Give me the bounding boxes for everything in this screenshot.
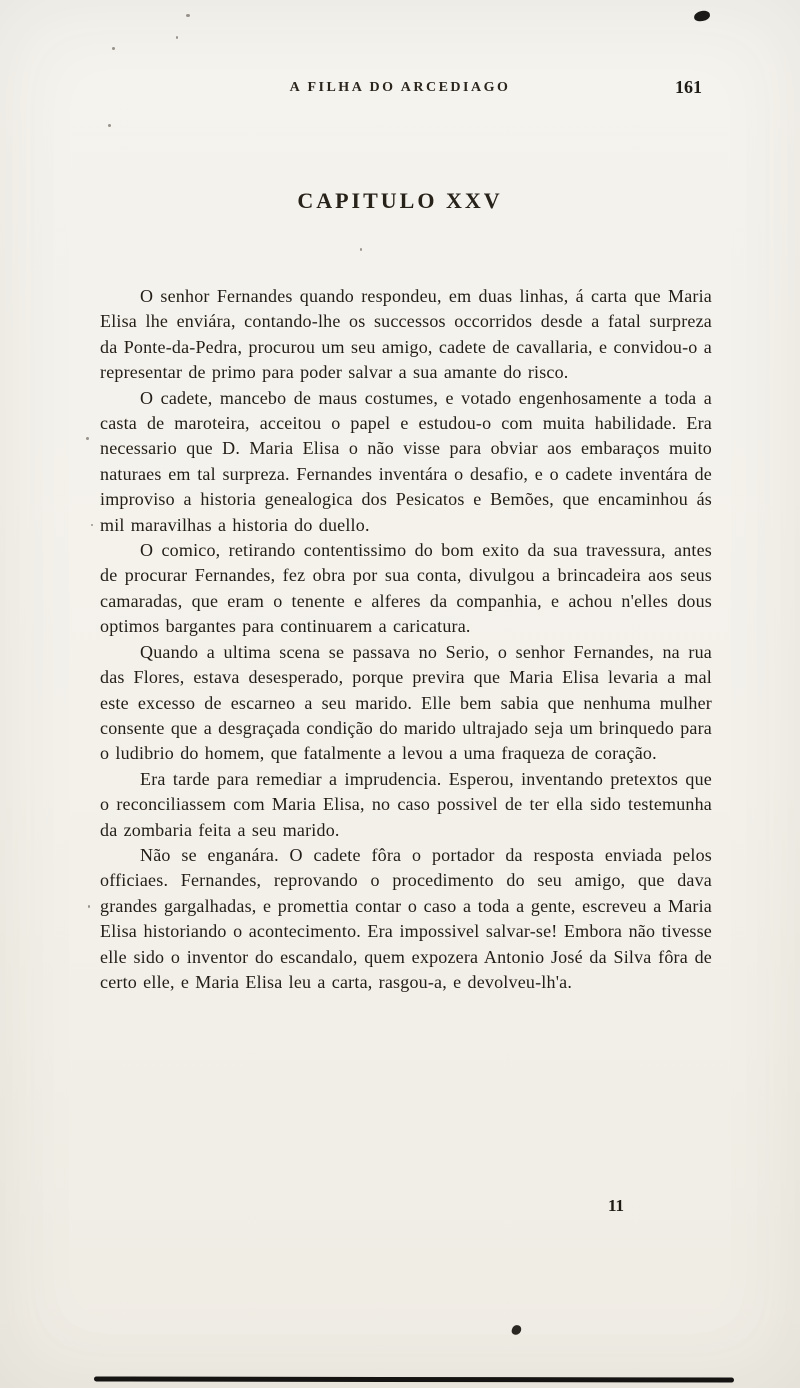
running-title: A FILHA DO ARCEDIAGO bbox=[289, 80, 511, 95]
paragraph-3: O comico, retirando contentissimo do bom exito da sua travessura, antes de procurar Fernandes, fez obra por sua conta, divulgou a brincadeira aos seus camaradas, que eram o tenente e alferes da companhia, e achou n'elles dous optimos bargantes para continuarem a caricatura. bbox=[100, 540, 712, 637]
ink-speck bbox=[186, 14, 190, 17]
paragraph-2: O cadete, mancebo de maus costumes, e votado engenhosamente a toda a casta de maroteira, acceitou o papel e estudou-o com muita habilidade. Era necessario que D. Maria Elisa o não visse para obviar aos embaraços muito naturaes em tal surpreza. Fernandes inventára o desafio, e o cadete inventára de improviso a historia genealogica dos Pesicatos e Bemões, que encaminhou ás mil maravilhas a historia do duello. bbox=[100, 387, 712, 535]
paragraph-6: Não se enganára. O cadete fôra o portador da resposta enviada pelos officiaes. Fernandes, reprovando o procedimento do seu amigo, que dava grandes gargalhadas, e promettia contar o caso a toda a gente, escreveu a Maria Elisa historiando o acontecimento. Era impossivel salvar-se! Embora não tivesse elle sido o inventor do escandalo, quem expozera Antonio José da Silva fôra de certo elle, e Maria Elisa leu a carta, rasgou-a, e devolveu-lh'a. bbox=[100, 844, 712, 992]
ink-speck bbox=[91, 524, 93, 526]
ink-speck bbox=[176, 36, 178, 39]
page-number: 161 bbox=[675, 77, 702, 97]
body-text bbox=[100, 284, 712, 995]
ink-blob-icon bbox=[693, 10, 710, 22]
paragraph-4: Quando a ultima scena se passava no Serio, o senhor Fernandes, na rua das Flores, estava desesperado, porque previra que Maria Elisa levaria a mal este excesso de escarneo a seu marido. Elle bem sabia que nenhuma mulher consente que a desgraçada condição do marido ultrajado seja um brinquedo para o ludibrio do homem, que fatalmente a levou a uma fraqueza de coração. bbox=[100, 641, 712, 764]
ink-speck bbox=[86, 437, 89, 440]
paragraph-5: Era tarde para remediar a imprudencia. Esperou, inventando pretextos que o reconciliassem com Maria Elisa, no caso possivel de ter ella sido testemunha da zombaria feita a seu marido. bbox=[100, 768, 712, 840]
scan-edge-line bbox=[94, 1376, 734, 1382]
ink-speck bbox=[112, 47, 115, 50]
paragraph-1: O senhor Fernandes quando respondeu, em duas linhas, á carta que Maria Elisa lhe enviára, contando-lhe os successos occorridos desde a fatal surpreza da Ponte-da-Pedra, procurou um seu amigo, cadete de cavallaria, e convidou-o a representar de primo para poder salvar a sua amante do risco. bbox=[100, 286, 712, 383]
ink-speck bbox=[108, 124, 111, 127]
ink-blob-icon bbox=[511, 1324, 523, 1336]
running-head bbox=[0, 77, 800, 104]
ink-speck bbox=[360, 248, 362, 251]
chapter-title: CAPITULO XXV bbox=[297, 188, 503, 213]
signature-mark: 11 bbox=[608, 1196, 625, 1215]
ink-speck bbox=[88, 905, 90, 908]
